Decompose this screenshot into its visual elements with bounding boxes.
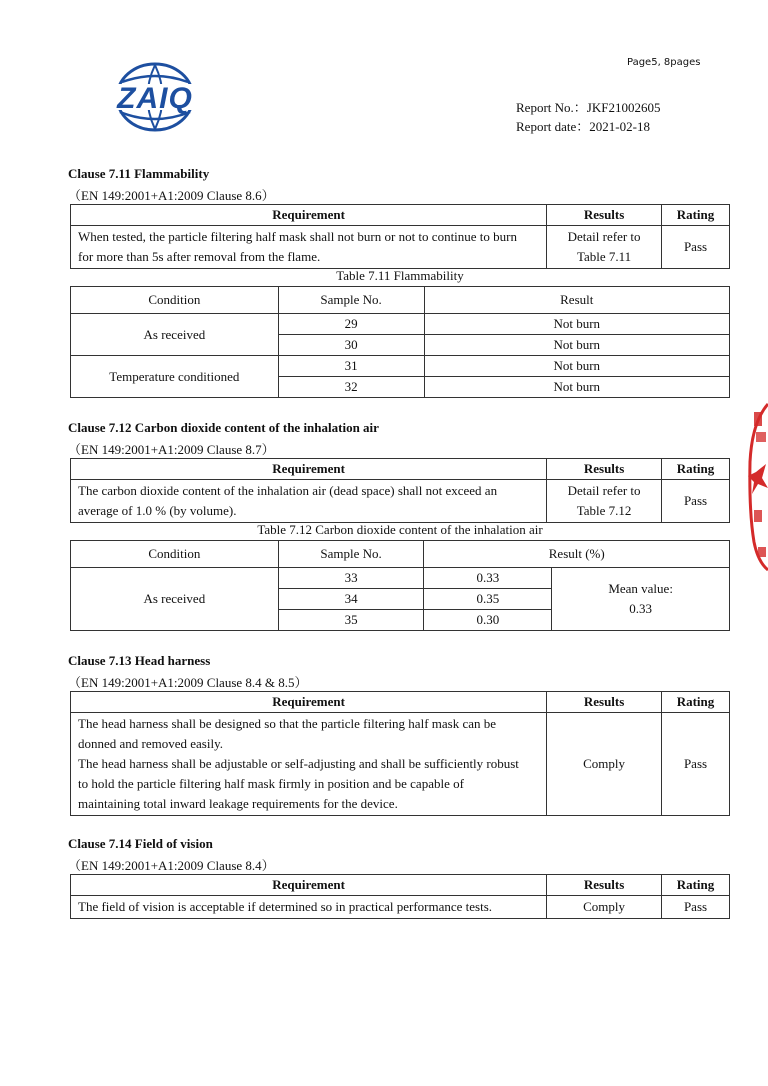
condition-cell: As received [71,568,279,631]
svg-text:ZAIQ: ZAIQ [117,82,193,115]
header-results: Results [547,459,662,480]
rating-cell: Pass [662,713,730,816]
rating-cell: Pass [662,226,730,269]
clause-713-requirement-table [70,691,730,816]
col-result: Result (%) [424,541,730,568]
col-sample: Sample No. [278,287,424,314]
header-results: Results [547,875,662,896]
table-711 [70,286,730,398]
results-cell: Detail refer to Table 7.12 [547,480,662,523]
col-condition: Condition [71,287,279,314]
clause-712-title: Clause 7.12 Carbon dioxide content of the inhalation air [68,420,379,435]
report-date: Report date：2021-02-18 [516,119,650,134]
clause-712-requirement-table [70,458,730,523]
sample-cell: 31 [278,356,424,377]
page-indicator: Page5, 8pages [627,57,701,68]
header-rating: Rating [662,459,730,480]
col-result: Result [424,287,729,314]
header-results: Results [547,692,662,713]
report-number: Report No.：JKF21002605 [516,100,661,115]
rating-cell: Pass [662,896,730,919]
requirement-text: The field of vision is acceptable if determined so in practical performance tests. [71,896,547,919]
requirement-text: The carbon dioxide content of the inhalation air (dead space) shall not exceed an average of 1.0 % (by volume). [71,480,547,523]
clause-713-title: Clause 7.13 Head harness [68,653,211,668]
sample-cell: 29 [278,314,424,335]
header-requirement: Requirement [71,459,547,480]
clause-713-standard: （EN 149:2001+A1:2009 Clause 8.4 & 8.5） [68,675,308,690]
header-requirement: Requirement [71,875,547,896]
mean-value-cell: Mean value: 0.33 [552,568,730,631]
sample-cell: 34 [278,589,424,610]
value-cell: 0.30 [424,610,552,631]
header-rating: Rating [662,692,730,713]
col-sample: Sample No. [278,541,424,568]
condition-cell: Temperature conditioned [71,356,279,398]
result-cell: Not burn [424,335,729,356]
condition-cell: As received [71,314,279,356]
result-cell: Not burn [424,377,729,398]
clause-714-title: Clause 7.14 Field of vision [68,836,213,851]
value-cell: 0.35 [424,589,552,610]
clause-714-requirement-table [70,874,730,919]
header-requirement: Requirement [71,205,547,226]
clause-711-standard: （EN 149:2001+A1:2009 Clause 8.6） [68,188,275,203]
value-cell: 0.33 [424,568,552,589]
result-cell: Not burn [424,356,729,377]
clause-712-standard: （EN 149:2001+A1:2009 Clause 8.7） [68,442,275,457]
requirement-text: The head harness shall be designed so that the particle filtering half mask can be donned and removed easily. The head harness shall be adjustable or self-adjusting and shall be sufficiently robust to hold the particle filtering half mask firmly in position and be capable of maintaining total inward leakage requirements for the device. [71,713,547,816]
table-row [71,314,730,335]
sample-cell: 35 [278,610,424,631]
header-requirement: Requirement [71,692,547,713]
col-condition: Condition [71,541,279,568]
sample-cell: 32 [278,377,424,398]
sample-cell: 33 [278,568,424,589]
clause-711-requirement-table [70,204,730,269]
clause-714-standard: （EN 149:2001+A1:2009 Clause 8.4） [68,858,275,873]
sample-cell: 30 [278,335,424,356]
rating-cell: Pass [662,480,730,523]
results-cell: Comply [547,896,662,919]
company-logo [92,62,218,132]
table-712-caption: Table 7.12 Carbon dioxide content of the inhalation air [257,522,543,537]
results-cell: Comply [547,713,662,816]
table-row [71,356,730,377]
requirement-text: When tested, the particle filtering half mask shall not burn or not to continue to burn for more than 5s after removal from the flame. [71,226,547,269]
results-cell: Detail refer to Table 7.11 [547,226,662,269]
table-row [71,568,730,589]
header-results: Results [547,205,662,226]
table-711-caption: Table 7.11 Flammability [336,268,464,283]
header-rating: Rating [662,205,730,226]
clause-711-title: Clause 7.11 Flammability [68,166,210,181]
header-rating: Rating [662,875,730,896]
result-cell: Not burn [424,314,729,335]
table-712 [70,540,730,631]
seal-stamp-icon [748,402,768,572]
